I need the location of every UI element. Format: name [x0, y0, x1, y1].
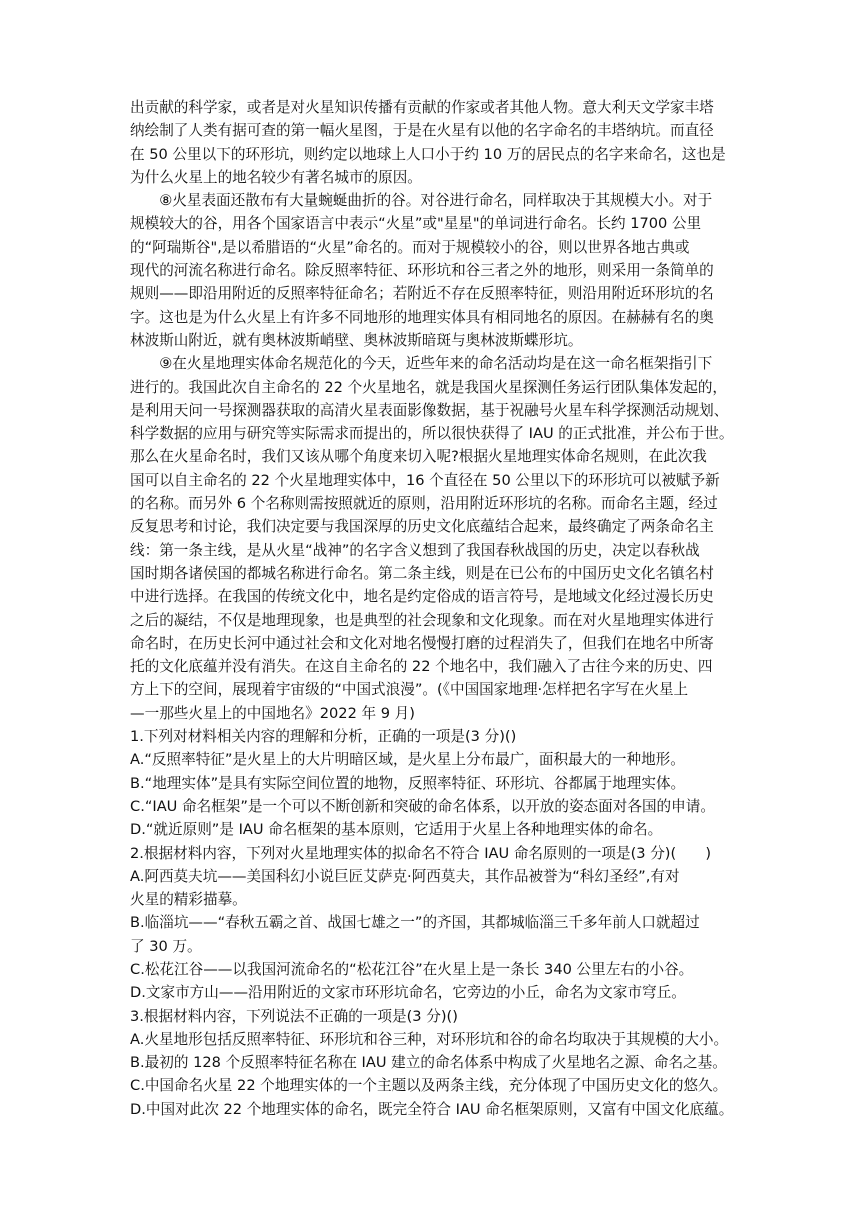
- text-line: C.松花江谷——以我国河流命名的“松花江谷”在火星上是一条长 340 公里左右的小谷。: [130, 960, 694, 978]
- text-line: 了 30 万。: [130, 937, 202, 955]
- text-line: 3.根据材料内容，下列说法不正确的一项是(3 分)(): [130, 1007, 458, 1025]
- text-line: B.最初的 128 个反照率特征名称在 IAU 建立的命名体系中构成了火星地名之源、命名之基。: [130, 1054, 727, 1072]
- text-line: 方上下的空间，展现着宇宙级的“中国式浪漫”。(《中国国家地理·怎样把名字写在火星上: [130, 681, 689, 699]
- text-line: D.文家市方山——沿用附近的文家市环形坑命名，它旁边的小丘，命名为文家市穹丘。: [130, 984, 686, 1002]
- text-line: 1.下列对材料相关内容的理解和分析，正确的一项是(3 分)(): [130, 728, 517, 746]
- text-line: 之后的凝结，不仅是地理现象，也是典型的社会现象和文化现象。而在对火星地理实体进行: [130, 611, 714, 629]
- text-line: 字。这也是为什么火星上有许多不同地形的地理实体具有相同地名的原因。在赫赫有名的奥: [130, 308, 714, 326]
- text-line: B.“地理实体”是具有实际空间位置的地物，反照率特征、环形坑、谷都属于地理实体。: [130, 774, 686, 792]
- text-line: 线：第一条主线，是从火星“战神”的名字含义想到了我国春秋战国的历史，决定以春秋战: [130, 541, 700, 559]
- text-line: 的“阿瑞斯谷",是以希腊语的“火星”命名的。而对于规模较小的谷，则以世界各地古典或: [130, 238, 690, 256]
- text-line: 命名时，在历史长河中通过社会和文化对地名慢慢打磨的过程消失了，但我们在地名中所寄: [130, 634, 714, 652]
- text-line: 规模较大的谷，用各个国家语言中表示“火星”或"星星"的单词进行命名。长约 1700 公里: [130, 215, 702, 233]
- text-line: 中进行选择。在我国的传统文化中，地名是约定俗成的语言符号，是地域文化经过漫长历史: [130, 588, 714, 606]
- text-line: 国时期各诸侯国的都城名称进行命名。第二条主线，则是在已公布的中国历史文化名镇名村: [130, 564, 714, 582]
- text-line: 规则——即沿用附近的反照率特征命名；若附近不存在反照率特征，则沿用附近环形坑的名: [130, 285, 714, 303]
- text-line: 国可以自主命名的 22 个火星地理实体中，16 个直径在 50 公里以下的环形坑可以被赋予新: [130, 471, 720, 489]
- text-line: D.中国对此次 22 个地理实体的命名，既完全符合 IAU 命名框架原则，又富有中国文化底蕴。: [130, 1100, 734, 1118]
- text-line: 在 50 公里以下的环形坑，则约定以地球上人口小于约 10 万的居民点的名字来命名，这也是: [130, 145, 726, 163]
- text-line: 科学数据的应用与研究等实际需求而提出的，所以很快获得了 IAU 的正式批准，并公布于世。: [130, 425, 734, 443]
- text-line: 出贡献的科学家，或者是对火星知识传播有贡献的作家或者其他人物。意大利天文学家丰塔: [130, 99, 714, 116]
- text-line: A.“反照率特征”是火星上的大片明暗区域，是火星上分布最广，面积最大的一种地形。: [130, 751, 685, 769]
- text-line: C.中国命名火星 22 个地理实体的一个主题以及两条主线，充分体现了中国历史文化的悠久。: [130, 1077, 728, 1095]
- text-line: 托的文化底蕴并没有消失。在这自主命名的 22 个地名中，我们融入了古往今来的历史、四: [130, 658, 713, 676]
- text-line: ⑨在火星地理实体命名规范化的今天，近些年来的命名活动均是在这一命名框架指引下: [130, 355, 713, 373]
- text-line: 现代的河流名称进行命名。除反照率特征、环形坑和谷三者之外的地形，则采用一条简单的: [130, 262, 714, 280]
- text-line: 2.根据材料内容，下列对火星地理实体的拟命名不符合 IAU 命名原则的一项是(3 分)( ): [130, 844, 712, 862]
- document-page: [130, 96, 740, 1121]
- text-line: 为什么火星上的地名较少有著名城市的原因。: [130, 168, 422, 186]
- text-line: —一那些火星上的中国地名》2022 年 9 月): [130, 704, 415, 722]
- text-line: 火星的精彩描摹。: [130, 891, 247, 909]
- text-line: D.“就近原则”是 IAU 命名框架的基本原则，它适用于火星上各种地理实体的命名。: [130, 821, 663, 839]
- text-line: 林波斯山附近，就有奥林波斯峭壁、奥林波斯暗斑与奥林波斯蝶形坑。: [130, 331, 583, 349]
- text-line: 的名称。而另外 6 个名称则需按照就近的原则，沿用附近环形坑的名称。而命名主题，经过: [130, 495, 718, 513]
- text-line: C.“IAU 命名框架”是一个可以不断创新和突破的命名体系，以开放的姿态面对各国的申请。: [130, 797, 715, 815]
- text-line: 那么在火星命名时，我们又该从哪个角度来切入呢?根据火星地理实体命名规则，在此次我: [130, 448, 707, 466]
- text-line: 纳绘制了人类有据可查的第一幅火星图，于是在火星有以他的名字命名的丰塔纳坑。而直径: [130, 122, 714, 140]
- text-line: 进行的。我国此次自主命名的 22 个火星地名，就是我国火星探测任务运行团队集体发起的，: [130, 378, 728, 396]
- text-line: 反复思考和讨论，我们决定要与我国深厚的历史文化底蕴结合起来，最终确定了两条命名主: [130, 518, 714, 536]
- text-line: A.阿西莫夫坑——美国科幻小说巨匠艾萨克·阿西莫夫，其作品被誉为“科幻圣经”,有对: [130, 867, 680, 885]
- text-line: A.火星地形包括反照率特征、环形坑和谷三种，对环形坑和谷的命名均取决于其规模的大小。: [130, 1030, 729, 1048]
- text-line: 是利用天问一号探测器获取的高清火星表面影像数据，基于祝融号火星车科学探测活动规划、: [130, 401, 729, 419]
- text-line: ⑧火星表面还散布有大量蜿蜒曲折的谷。对谷进行命名，同样取决于其规模大小。对于: [130, 192, 713, 210]
- text-line: B.临淄坑——“春秋五霸之首、战国七雄之一”的齐国，其都城临淄三千多年前人口就超过: [130, 914, 700, 932]
